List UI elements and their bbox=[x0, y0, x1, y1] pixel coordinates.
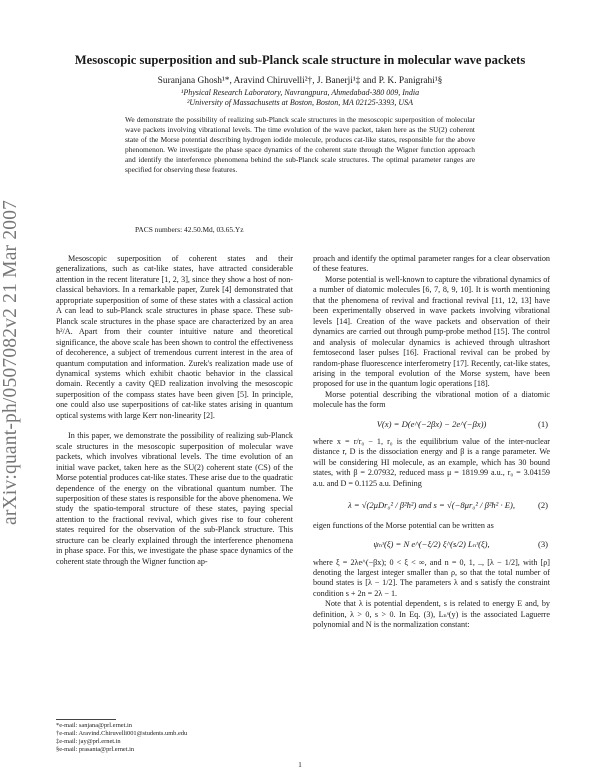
equation-1 bbox=[313, 411, 550, 437]
page-number: 1 bbox=[298, 760, 302, 769]
equation-3-number: (3) bbox=[537, 539, 548, 550]
equation-2-number: (2) bbox=[537, 499, 548, 510]
affiliation-1: ¹Physical Research Laboratory, Navrangpura, Ahmedabad-380 009, India bbox=[180, 88, 420, 97]
footnote: *e-mail: sanjana@prl.ernet.in bbox=[56, 722, 132, 729]
paragraph: where ξ = 2λe^(−βx); 0 < ξ < ∞, and n = 0, 1, .., [λ − 1/2], with [ρ] denoting the largest integer smaller than ρ, so that the total number of bound states is [λ − 1/2]. The parameters λ and s satisfy the constraint condition s + 2n = 2λ − 1. bbox=[313, 557, 550, 598]
footnote-rule bbox=[56, 719, 116, 720]
paragraph: where x = r/r₀ − 1, r₀ is the equilibrium value of the inter-nuclear distance r, D is the dissociation energy and β is a range parameter. We will be considering HI molecule, as an example, which has 30 bound states, with β = 2.07932, reduced mass μ = 1819.99 a.u., r₀ = 3.04159 a.u. and D = 0.1125 a.u. Defining bbox=[313, 436, 550, 488]
footnotes bbox=[56, 722, 187, 754]
author-list: Suranjana Ghosh¹*, Aravind Chiruvelli²†, J. Banerji¹‡ and P. K. Panigrahi¹§ bbox=[157, 76, 443, 86]
equation-1-body: V(x) = D(e^(−2βx) − 2e^(−βx)) bbox=[376, 418, 487, 429]
equation-1-number: (1) bbox=[537, 418, 548, 429]
equation-2 bbox=[313, 489, 550, 521]
paper-title: Mesoscopic superposition and sub-Planck scale structure in molecular wave packets bbox=[74, 53, 526, 67]
paragraph: Mesoscopic superposition of coherent states and their generalizations, such as cat-like states, have attracted considerable attention in the recent literature [1, 2, 3], since they show a host of non-classical behaviors. In a remarkable paper, Zurek [4] demonstrated that appropriate superposition of some of these states with a classical action A can lead to sub-Planck scale structures in phase space. These sub-Planck scale structures in the phase space are characterized by an area ħ²/A. Apart from their counter intuitive nature and theoretical significance, the above scale has been shown to control the effectiveness of decoherence, a subject of tremendous current interest in the area of quantum computation and information. Zurek's realization made use of dynamical systems which exhibit chaotic behavior in the classical domain. Recently a cavity QED realization involving the mesoscopic superposition of the compass states have been given [5]. In principle, one could also use superpositions of cat-like states arising in quantum optical systems with large Kerr non-linearity [2]. bbox=[56, 254, 293, 420]
pacs-numbers: PACS numbers: 42.50.Md, 03.65.Yz bbox=[135, 225, 244, 234]
footnote: ‡e-mail: jay@prl.ernet.in bbox=[56, 738, 121, 745]
paragraph: eigen functions of the Morse potential can be written as bbox=[313, 521, 494, 531]
paragraph: Morse potential is well-known to capture the vibrational dynamics of a number of diatomic molecules [6, 7, 8, 9, 10]. It is worth mentioning that the phenomena of revival and fractional revival [11, 12, 13] have been experimentally observed in wave packets involving vibrational levels [14]. Creation of the wave packets and observation of their dynamics are carried out through pump-probe method [15]. The control and analysis of molecular dynamics is achieved through ultrashort femtosecond laser pulses [16]. Fractional revival can be probed by random-phase fluorescence interferometry [17]. Recently, cat-like states, arising in the temporal evolution of the Morse system, have been proposed for use in the quantum logic operations [18]. bbox=[313, 274, 550, 389]
footnote: †e-mail: Aravind.Chiruvelli001@students.umb.edu bbox=[56, 730, 188, 737]
equation-2-body: λ = √(2μDr₀² / β²ħ²) and s = √(−8μr₀² / β²ħ² · E), bbox=[347, 499, 516, 510]
affiliation-2: ²University of Massachusetts at Boston, Boston, MA 02125-3393, USA bbox=[186, 98, 413, 107]
paragraph: In this paper, we demonstrate the possibility of realizing sub-Planck scale structures in the mesoscopic superposition of molecular wave packets, which involves vibrational levels. The time evolution of an initial wave packet, taken here as the SU(2) coherent state (CS) of the Morse potential produces cat-like states. These arise due to the quadratic dependence of the energy on the vibrational quantum number. The superposition of these states is responsible for the above phenomena. We study the spatio-temporal structure of these states, paying special attention to the fractional revival, which gives rise to four coherent states required for the observation of the sub-Planck structure. This structure can be clearly explained through the interference phenomena in phase space. For this, we investigate the phase space dynamics of the coherent state through the Wigner function ap- bbox=[56, 431, 293, 566]
footnote: §e-mail: prasanta@prl.ernet.in bbox=[56, 746, 135, 753]
equation-3-body: ψₙˢ(ξ) = N e^(−ξ/2) ξ^(s/2) Lₙˢ(ξ), bbox=[373, 539, 490, 550]
arxiv-identifier: arXiv:quant-ph/0507082v2 21 Mar 2007 bbox=[0, 199, 21, 525]
paragraph: Morse potential describing the vibrational motion of a diatomic molecule has the form bbox=[313, 389, 550, 410]
right-column bbox=[313, 254, 550, 631]
left-column bbox=[56, 254, 293, 567]
abstract: We demonstrate the possibility of realizing sub-Planck scale structures in the mesoscopic superposition of molecular wave packets involving vibrational levels. The time evolution of the wave packet, taken here as the SU(2) coherent state of the Morse potential describing hydrogen iodide molecule, produces cat-like states, responsible for the above phenomenon. We investigate the phase space dynamics of the coherent state through the Wigner function approach and identify the interference phenomena behind the sub-Planck scale structures. The optimal parameter ranges are specified for observing these features. bbox=[125, 115, 475, 175]
paragraph: proach and identify the optimal parameter ranges for a clear observation of these features. bbox=[313, 254, 550, 274]
paragraph: Note that λ is potential dependent, s is related to energy E and, by definition, λ > 0, s > 0. In Eq. (3), Lₙˢ(y) is the associated Laguerre polynomial and N is the normalization constant: bbox=[313, 599, 550, 630]
equation-3 bbox=[313, 532, 550, 558]
